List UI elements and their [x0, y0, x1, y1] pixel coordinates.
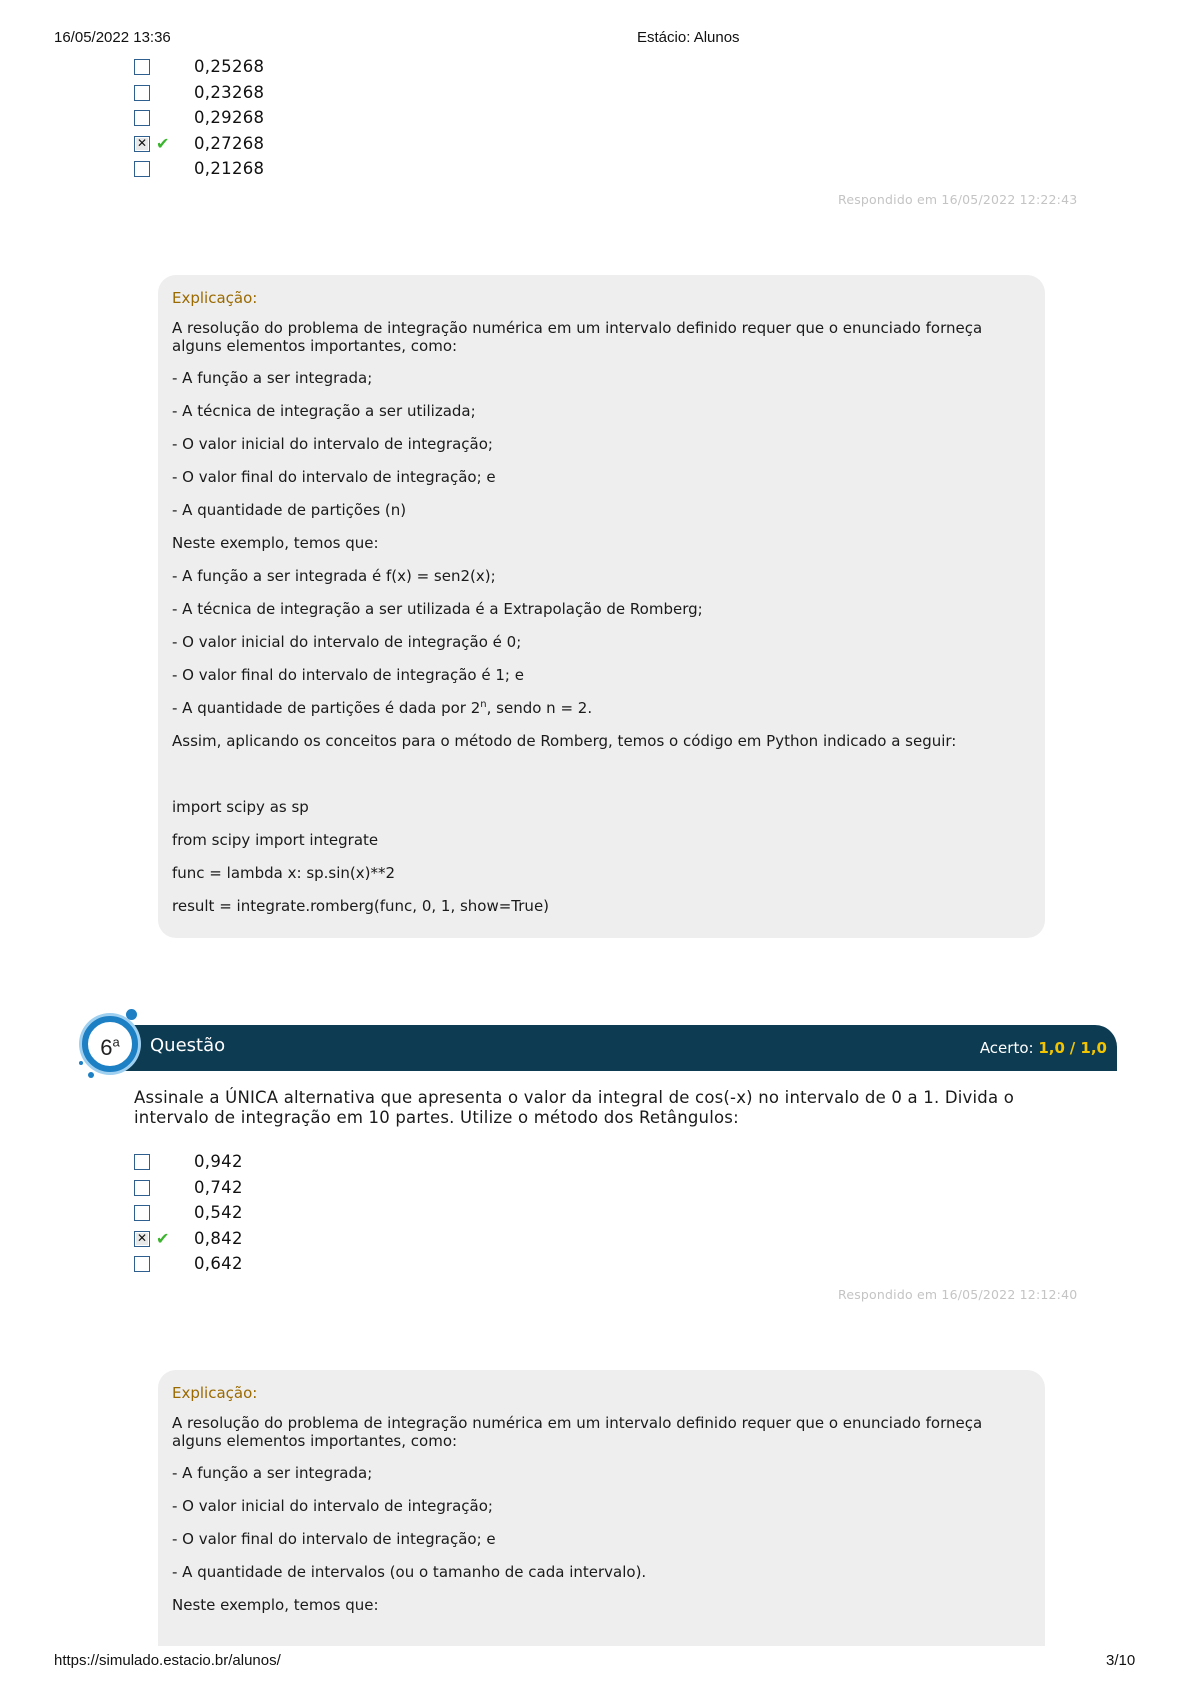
option-label: 0,27268: [194, 133, 265, 153]
checkbox[interactable]: [134, 59, 150, 75]
option-label: 0,642: [194, 1254, 243, 1273]
option-label: 0,742: [194, 1177, 243, 1197]
explanation-item: - A função a ser integrada;: [172, 1464, 373, 1482]
explanation-item: - O valor final do intervalo de integração; e: [172, 468, 496, 486]
print-url: https://simulado.estacio.br/alunos/: [54, 1652, 281, 1669]
code-line: import scipy as sp: [172, 798, 309, 816]
example-intro: Neste exemplo, temos que:: [172, 1596, 379, 1614]
decor-bubble: [79, 1061, 83, 1065]
checkbox-checked[interactable]: [134, 136, 150, 152]
score-value: 1,0: [1038, 1039, 1065, 1057]
checkbox[interactable]: [134, 161, 150, 177]
answered-timestamp: Respondido em 16/05/2022 12:22:43: [838, 192, 1078, 207]
question-number: [88, 1035, 132, 1061]
explanation-item: - A técnica de integração a ser utilizada;: [172, 402, 476, 420]
option-label: 0,21268: [194, 159, 265, 178]
correct-check-icon: ✔: [156, 133, 170, 153]
question-score: [980, 1039, 1107, 1057]
explanation-conclusion: Assim, aplicando os conceitos para o método de Romberg, temos o código em Python indicado a seguir:: [172, 732, 957, 750]
explanation-item: - O valor inicial do intervalo de integração;: [172, 435, 493, 453]
score-label: Acerto:: [979, 1039, 1034, 1057]
score-total: / 1,0: [1069, 1039, 1107, 1057]
option-label: 0,25268: [194, 57, 265, 76]
x-mark-icon: ✕: [136, 135, 148, 150]
explanation-intro: A resolução do problema de integração numérica em um intervalo definido requer que o enunciado forneça alguns elementos importantes, como:: [172, 1414, 983, 1450]
partitions-text-end: , sendo n = 2.: [486, 699, 593, 717]
explanation-item: - O valor inicial do intervalo de integração;: [172, 1497, 493, 1515]
explanation-item: - A quantidade de intervalos (ou o tamanho de cada intervalo).: [172, 1563, 647, 1581]
question-number-value: 6: [100, 1035, 113, 1060]
option-label: 0,942: [194, 1152, 243, 1171]
explanation-box: [158, 275, 1045, 938]
explanation-item: - A quantidade de partições (n): [172, 501, 407, 519]
checkbox[interactable]: [134, 85, 150, 101]
checkbox[interactable]: [134, 1180, 150, 1196]
checkbox[interactable]: [134, 1154, 150, 1170]
option-label: 0,23268: [194, 82, 265, 102]
option-label: 0,29268: [194, 108, 265, 127]
checkbox[interactable]: [134, 1256, 150, 1272]
checkbox-checked[interactable]: [134, 1231, 150, 1247]
question-header-bar: [118, 1025, 1117, 1071]
question-text: Assinale a ÚNICA alternativa que apresenta o valor da integral de cos(-x) no intervalo de 0 a 1. Divida o intervalo de integração em 10 partes. Utilize o método dos Retângulos:: [134, 1088, 1015, 1127]
correct-check-icon: ✔: [156, 1228, 170, 1248]
option-label: 0,542: [194, 1203, 243, 1222]
example-item: - O valor final do intervalo de integração é 1; e: [172, 666, 524, 684]
example-intro: Neste exemplo, temos que:: [172, 534, 379, 552]
code-line: result = integrate.romberg(func, 0, 1, show=True): [172, 897, 550, 915]
explanation-item: - A função a ser integrada;: [172, 369, 373, 387]
x-mark-icon: ✕: [136, 1230, 148, 1245]
question-label: Questão: [150, 1035, 226, 1056]
question-number-badge: [82, 1016, 138, 1072]
example-item: - A função a ser integrada é f(x) = sen2(x);: [172, 567, 496, 585]
decor-bubble: [126, 1009, 137, 1020]
explanation-item: - O valor final do intervalo de integração; e: [172, 1530, 496, 1548]
print-page-number: 3/10: [1106, 1652, 1136, 1669]
checkbox[interactable]: [134, 110, 150, 126]
partitions-text: - A quantidade de partições é dada por 2: [172, 699, 481, 717]
answered-timestamp: Respondido em 16/05/2022 12:12:40: [838, 1287, 1078, 1302]
explanation-title: Explicação:: [172, 1384, 258, 1402]
partitions-item: [172, 699, 1031, 717]
decor-bubble: [88, 1072, 94, 1078]
example-item: - A técnica de integração a ser utilizada é a Extrapolação de Romberg;: [172, 600, 703, 618]
option-label: 0,842: [194, 1228, 243, 1248]
explanation-box: [158, 1370, 1045, 1646]
print-datetime: 16/05/2022 13:36: [54, 29, 171, 46]
code-line: from scipy import integrate: [172, 831, 379, 849]
question-ordinal: a: [112, 1034, 120, 1050]
code-line: func = lambda x: sp.sin(x)**2: [172, 864, 396, 882]
checkbox[interactable]: [134, 1205, 150, 1221]
explanation-title: Explicação:: [172, 289, 258, 307]
explanation-intro: A resolução do problema de integração numérica em um intervalo definido requer que o enunciado forneça alguns elementos importantes, como:: [172, 319, 983, 355]
print-title: Estácio: Alunos: [637, 29, 740, 46]
partitions-exponent: n: [480, 699, 487, 710]
example-item: - O valor inicial do intervalo de integração é 0;: [172, 633, 522, 651]
